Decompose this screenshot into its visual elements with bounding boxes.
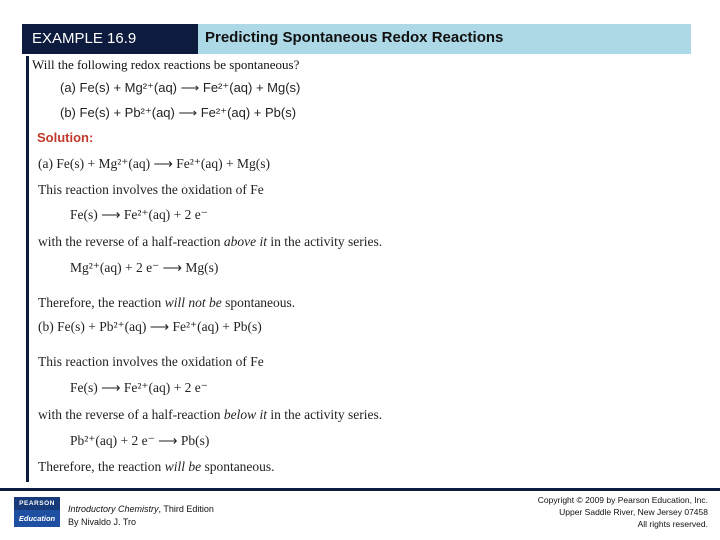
copyright-notice: [538, 494, 708, 530]
solution-a-conclusion-pre: Therefore, the reaction: [38, 295, 165, 310]
problem-a: (a) Fe(s) + Mg²⁺(aq) ⟶ Fe²⁺(aq) + Mg(s): [60, 80, 301, 95]
solution-b-text1: This reaction involves the oxidation of Fe: [38, 354, 264, 369]
pearson-logo: [14, 497, 60, 527]
solution-title: Solution:: [37, 130, 94, 145]
solution-a-half1: Fe(s) ⟶ Fe²⁺(aq) + 2 e⁻: [70, 207, 208, 222]
solution-a-conclusion: [38, 295, 295, 311]
solution-b-half1: Fe(s) ⟶ Fe²⁺(aq) + 2 e⁻: [70, 380, 208, 395]
solution-b-text2: [38, 407, 382, 423]
book-edition: , Third Edition: [158, 504, 214, 514]
left-accent-bar: [26, 56, 29, 482]
copyright-line-1: Copyright © 2009 by Pearson Education, Inc.: [537, 495, 708, 505]
logo-top-text: PEARSON: [14, 497, 60, 510]
solution-b-text2-em: below it: [223, 407, 268, 422]
book-author: By Nivaldo J. Tro: [68, 517, 137, 527]
solution-b-reaction: (b) Fe(s) + Pb²⁺(aq) ⟶ Fe²⁺(aq) + Pb(s): [38, 319, 262, 334]
problem-b: (b) Fe(s) + Pb²⁺(aq) ⟶ Fe²⁺(aq) + Pb(s): [60, 105, 297, 120]
solution-b-conclusion-post: spontaneous.: [201, 459, 275, 474]
copyright-line-2: Upper Saddle River, New Jersey 07458: [559, 507, 708, 517]
book-citation: [68, 503, 214, 529]
solution-b-half2: Pb²⁺(aq) + 2 e⁻ ⟶ Pb(s): [70, 433, 210, 448]
solution-a-conclusion-post: spontaneous.: [221, 295, 296, 310]
solution-a-conclusion-em: will not be: [164, 295, 222, 310]
solution-a-text2-em: above it: [223, 234, 268, 249]
solution-a-text1: This reaction involves the oxidation of Fe: [38, 182, 264, 197]
book-title: Introductory Chemistry: [68, 504, 159, 514]
logo-bottom-text: Education: [18, 514, 56, 523]
copyright-line-3: All rights reserved.: [637, 519, 708, 529]
solution-b-conclusion: [38, 459, 275, 475]
solution-b-conclusion-pre: Therefore, the reaction: [38, 459, 165, 474]
question-text: Will the following redox reactions be spontaneous?: [32, 57, 300, 72]
solution-a-text2-pre: with the reverse of a half-reaction: [38, 234, 224, 249]
solution-a-reaction: (a) Fe(s) + Mg²⁺(aq) ⟶ Fe²⁺(aq) + Mg(s): [38, 156, 270, 171]
page-title: Predicting Spontaneous Redox Reactions: [198, 24, 691, 54]
solution-b-text2-pre: with the reverse of a half-reaction: [38, 407, 224, 422]
solution-a-text2: [38, 234, 382, 250]
solution-b-conclusion-em: will be: [164, 459, 202, 474]
solution-a-half2: Mg²⁺(aq) + 2 e⁻ ⟶ Mg(s): [70, 260, 219, 275]
example-label: EXAMPLE 16.9: [22, 24, 198, 54]
footer-divider: [0, 488, 720, 491]
solution-a-text2-post: in the activity series.: [267, 234, 383, 249]
solution-b-text2-post: in the activity series.: [267, 407, 383, 422]
